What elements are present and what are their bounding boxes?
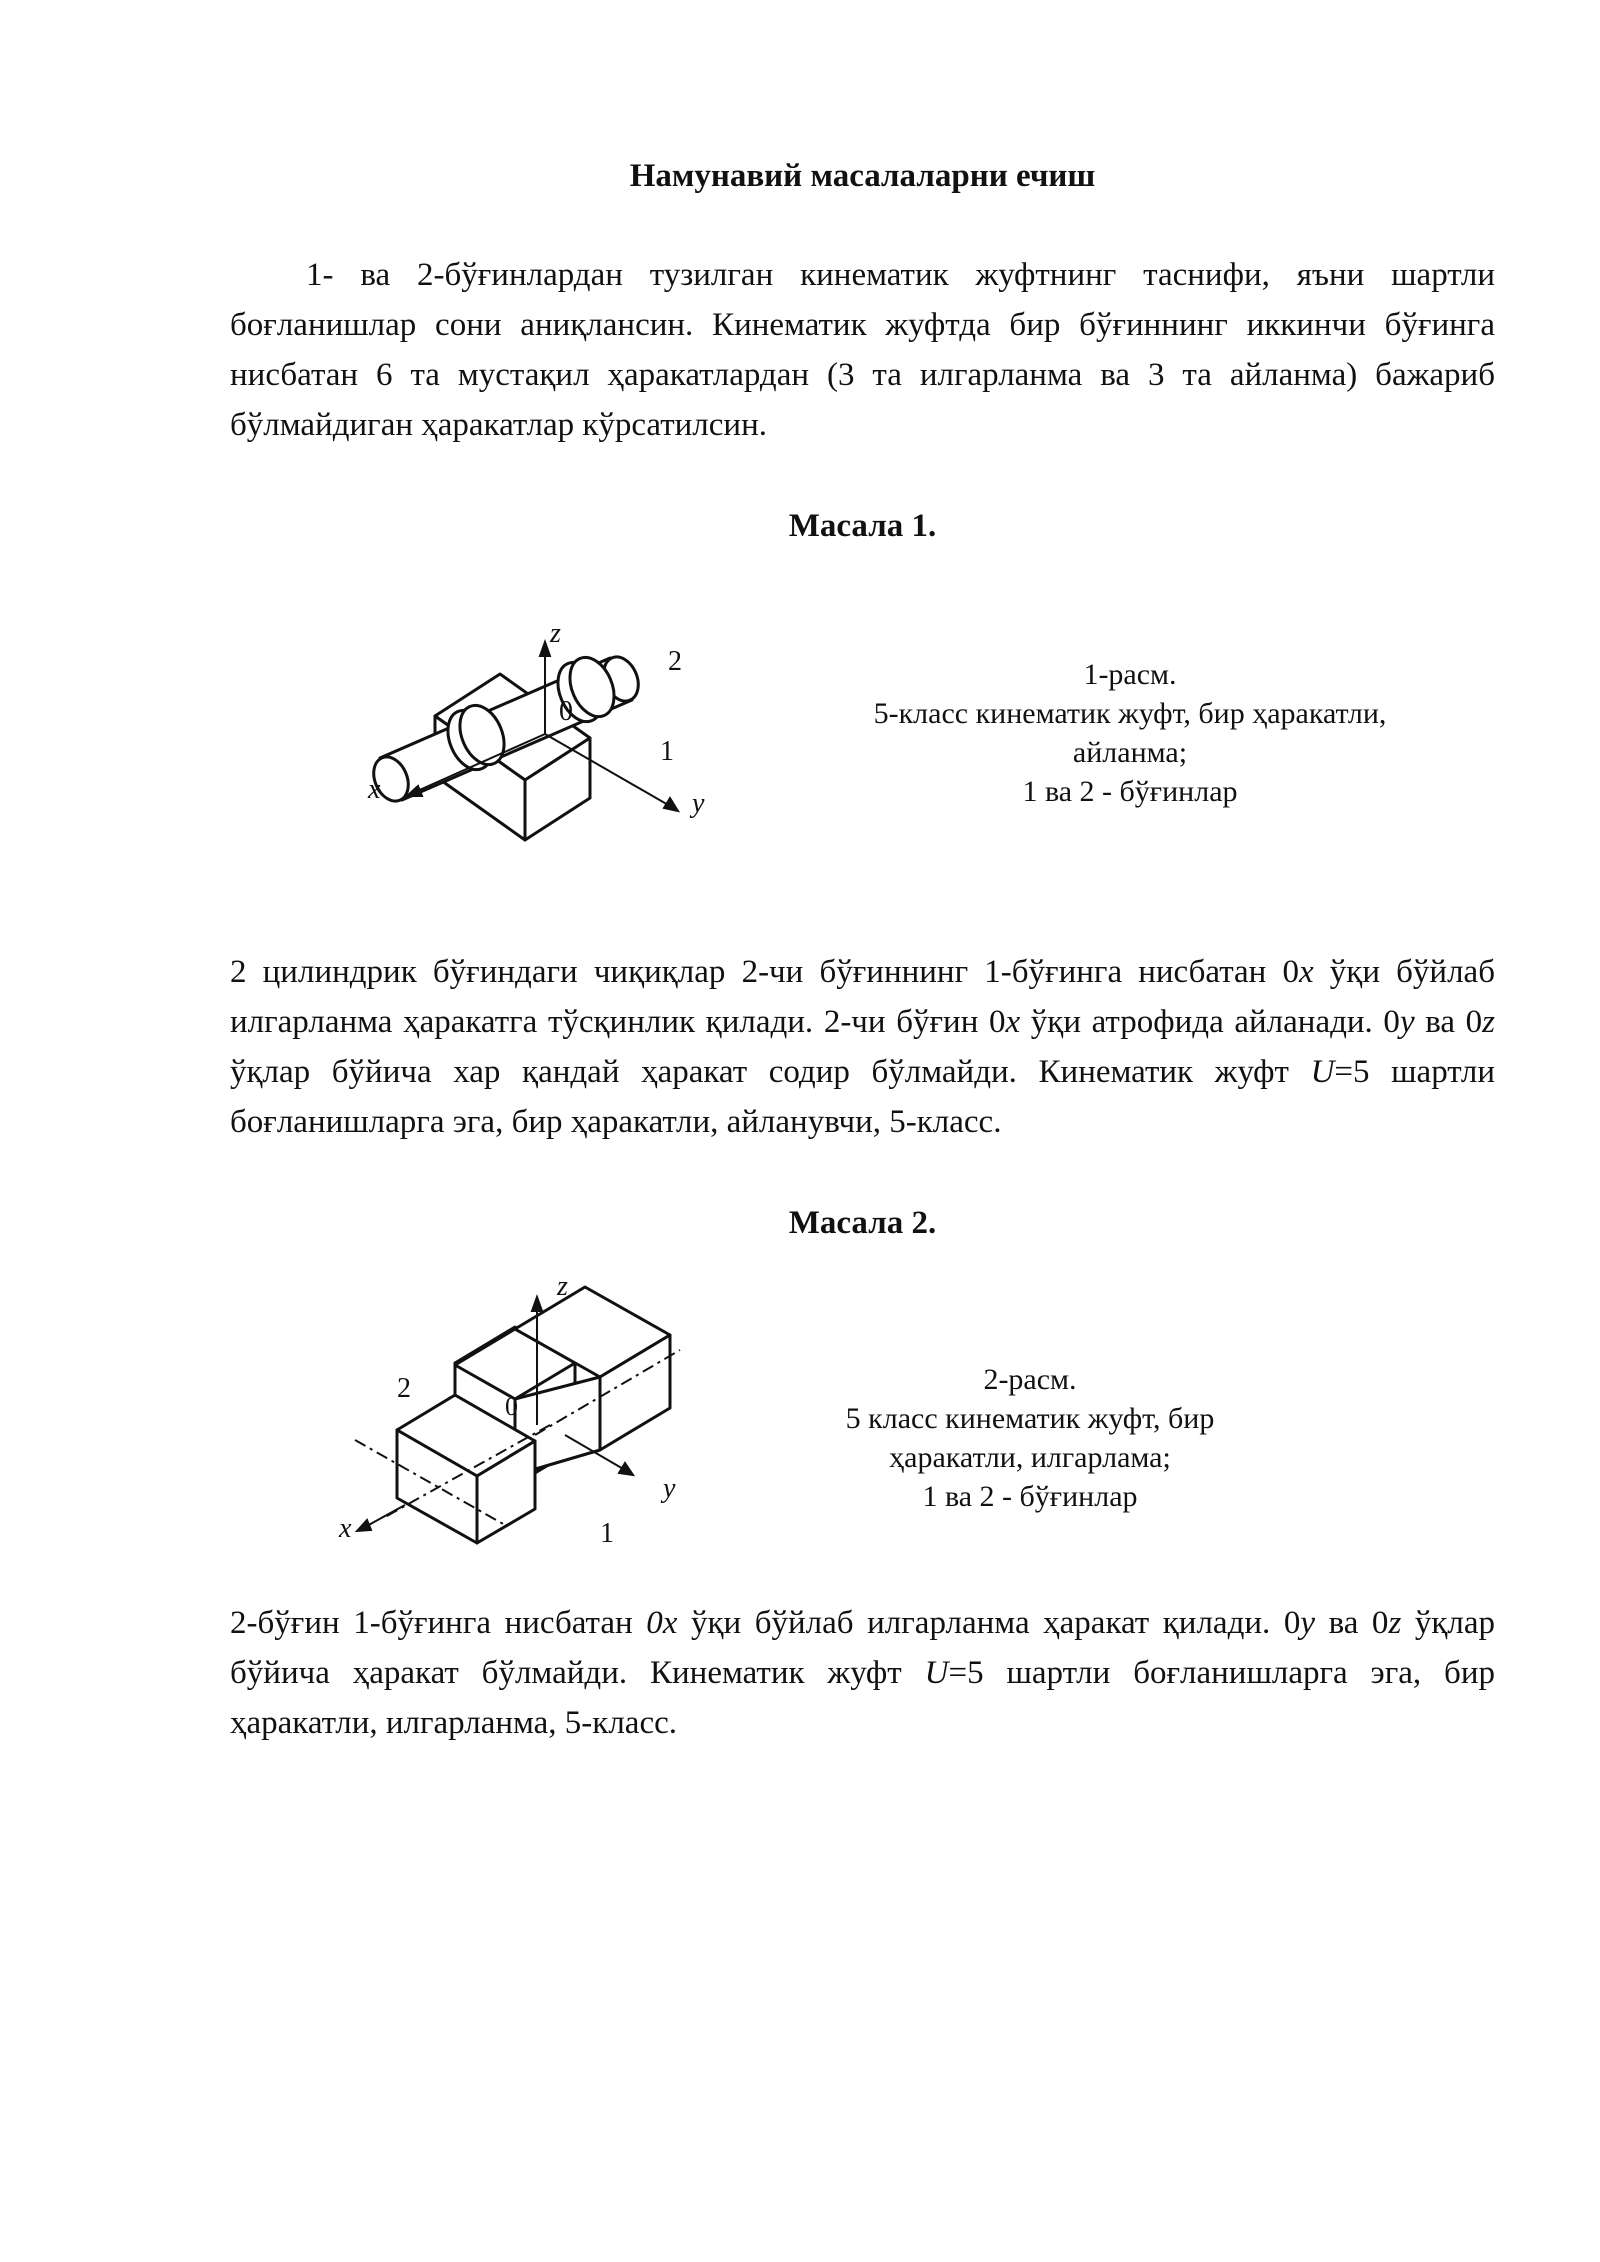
- page-title: Намунавий масалаларни ечиш: [629, 158, 1096, 194]
- z-axis-arrow-icon: [532, 1297, 542, 1311]
- axis-symbol: z: [1388, 1605, 1402, 1641]
- problem2-heading: Масала 2.: [788, 1205, 937, 1241]
- axis-symbol: 0x: [646, 1605, 678, 1641]
- problem1-solution: [230, 947, 1495, 1147]
- axis-symbol: x: [1298, 954, 1314, 990]
- caption-line: 1-расм.: [1083, 658, 1177, 691]
- axis-symbol: z: [1482, 1004, 1496, 1040]
- axis-x-label: x: [339, 1513, 352, 1544]
- axis-z-label: z: [557, 1271, 568, 1302]
- axis-y-label: y: [663, 1473, 676, 1504]
- problem1-heading: Масала 1.: [788, 508, 937, 544]
- link-1-label: 1: [660, 736, 674, 767]
- axis-symbol: y: [1399, 1004, 1415, 1040]
- caption-line: 2-расм.: [983, 1363, 1077, 1396]
- link-2-label: 2: [668, 646, 682, 677]
- axis-symbol: y: [1300, 1605, 1315, 1641]
- constraint-symbol: U: [924, 1655, 949, 1691]
- caption-line: айланма;: [1072, 736, 1188, 769]
- text-run: ўқлар бўйича хар қандай ҳаракат содир бўлмайди. Кинематик жуфт: [230, 1054, 1311, 1090]
- axis-z-label: z: [550, 618, 561, 649]
- problem2-solution: [230, 1598, 1495, 1748]
- text-run: ва 0: [1414, 1004, 1483, 1040]
- figure-2-prismatic-pair: [325, 1265, 725, 1555]
- text-run: 2 цилиндрик бўғиндаги чиқиқлар 2-чи бўғиннинг 1-бўғинга нисбатан 0: [230, 954, 1299, 990]
- x-axis-arrow-icon: [357, 1520, 371, 1531]
- text-run: 2-бўғин 1-бўғинга нисбатан: [230, 1605, 647, 1641]
- caption-line: ҳаракатли, илгарлама;: [889, 1441, 1171, 1474]
- text-run: ўқи бўйлаб илгарланма ҳаракат қилади. 0: [677, 1605, 1301, 1641]
- axis-x-label: x: [368, 774, 381, 805]
- link-2-label: 2: [397, 1373, 411, 1404]
- figure-2-caption: [785, 1360, 1275, 1516]
- link-1-label: 1: [600, 1518, 614, 1549]
- caption-line: 1 ва 2 - бўғинлар: [922, 1480, 1138, 1513]
- figure-1-revolute-pair: [360, 620, 720, 860]
- text-run: =5 шартли боғланишларга эга, бир ҳаракатли, айланувчи, 5-класс.: [230, 1054, 1495, 1140]
- caption-line: 1 ва 2 - бўғинлар: [1022, 775, 1238, 808]
- text-run: ўқи бўйлаб илгарланма ҳаракатга тўсқинлик қилади. 2-чи бўғин 0: [230, 954, 1495, 1040]
- origin-label: 0: [559, 696, 573, 727]
- axis-y-label: y: [692, 788, 705, 819]
- text-run: =5 шартли боғланишларга эга, бир ҳаракатли, илгарланма, 5-класс.: [230, 1655, 1495, 1741]
- text-run: ўқлар бўйича ҳаракат бўлмайди. Кинематик жуфт: [230, 1605, 1495, 1691]
- figure-1-caption: [790, 655, 1470, 811]
- origin-label: 0: [505, 1392, 518, 1421]
- y-axis-arrow-icon: [619, 1463, 633, 1475]
- caption-line: 5 класс кинематик жуфт, бир: [845, 1402, 1215, 1435]
- x-axis-line: [365, 1505, 405, 1527]
- z-axis-arrow-icon: [540, 642, 550, 656]
- intro-paragraph: 1- ва 2-бўғинлардан тузилган кинематик жуфтнинг таснифи, яъни шартли боғланишлар сони аниқлансин. Кинематик жуфтда бир бўғиннинг иккинчи бўғинга нисбатан 6 та мустақил ҳаракатлардан (3 та илгарланма ва 3 та айланма) бажариб бўлмайдиган ҳаракатлар кўрсатилсин.: [230, 257, 1495, 443]
- axis-symbol: x: [1005, 1004, 1021, 1040]
- y-axis-arrow-icon: [664, 798, 678, 811]
- constraint-symbol: U: [1310, 1054, 1335, 1090]
- text-run: ўқи атрофида айланади. 0: [1020, 1004, 1400, 1040]
- caption-line: 5-класс кинематик жуфт, бир ҳаракатли,: [873, 697, 1387, 730]
- text-run: ва 0: [1315, 1605, 1389, 1641]
